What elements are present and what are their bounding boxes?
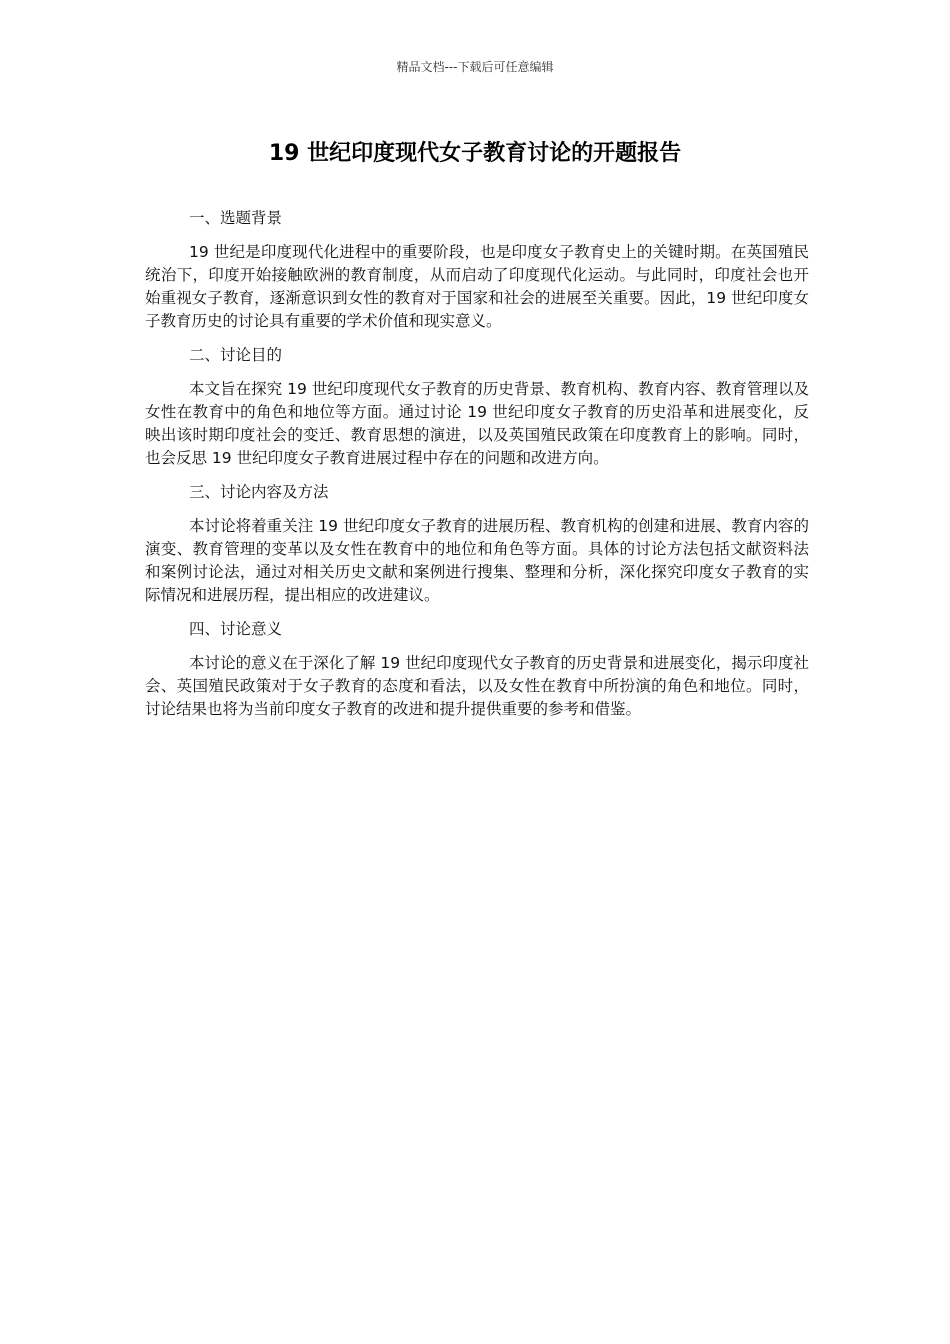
section-paragraph: 本讨论的意义在于深化了解 19 世纪印度现代女子教育的历史背景和进展变化，揭示印度社会、英国殖民政策对于女子教育的态度和看法，以及女性在教育中所扮演的角色和地位。同时，讨论结果也将为当前印度女子教育的改进和提升提供重要的参考和借鉴。 <box>145 654 809 718</box>
page-header-note: 精品文档---下载后可任意编辑 <box>396 60 554 74</box>
section-background <box>145 207 809 333</box>
section-paragraph: 19 世纪是印度现代化进程中的重要阶段，也是印度女子教育史上的关键时期。在英国殖民统治下，印度开始接触欧洲的教育制度，从而启动了印度现代化运动。与此同时，印度社会也开始重视女子教育，逐渐意识到女性的教育对于国家和社会的进展至关重要。因此，19 世纪印度女子教育历史的讨论具有重要的学术价值和现实意义。 <box>145 243 809 330</box>
document-body <box>145 207 809 732</box>
section-purpose <box>145 344 809 470</box>
section-heading: 二、讨论目的 <box>189 346 283 364</box>
section-heading: 四、讨论意义 <box>189 620 283 638</box>
section-heading: 三、讨论内容及方法 <box>189 483 329 501</box>
section-content-methods <box>145 481 809 607</box>
section-significance <box>145 618 809 721</box>
document-title: 19 世纪印度现代女子教育讨论的开题报告 <box>268 141 682 166</box>
section-paragraph: 本讨论将着重关注 19 世纪印度女子教育的进展历程、教育机构的创建和进展、教育内容的演变、教育管理的变革以及女性在教育中的地位和角色等方面。具体的讨论方法包括文献资料法和案例讨论法，通过对相关历史文献和案例进行搜集、整理和分析，深化探究印度女子教育的实际情况和进展历程，提出相应的改进建议。 <box>145 517 809 604</box>
section-paragraph: 本文旨在探究 19 世纪印度现代女子教育的历史背景、教育机构、教育内容、教育管理以及女性在教育中的角色和地位等方面。通过讨论 19 世纪印度女子教育的历史沿革和进展变化，反映出该时期印度社会的变迁、教育思想的演进，以及英国殖民政策在印度教育上的影响。同时，也会反思 19 世纪印度女子教育进展过程中存在的问题和改进方向。 <box>145 380 809 467</box>
section-heading: 一、选题背景 <box>189 209 283 227</box>
